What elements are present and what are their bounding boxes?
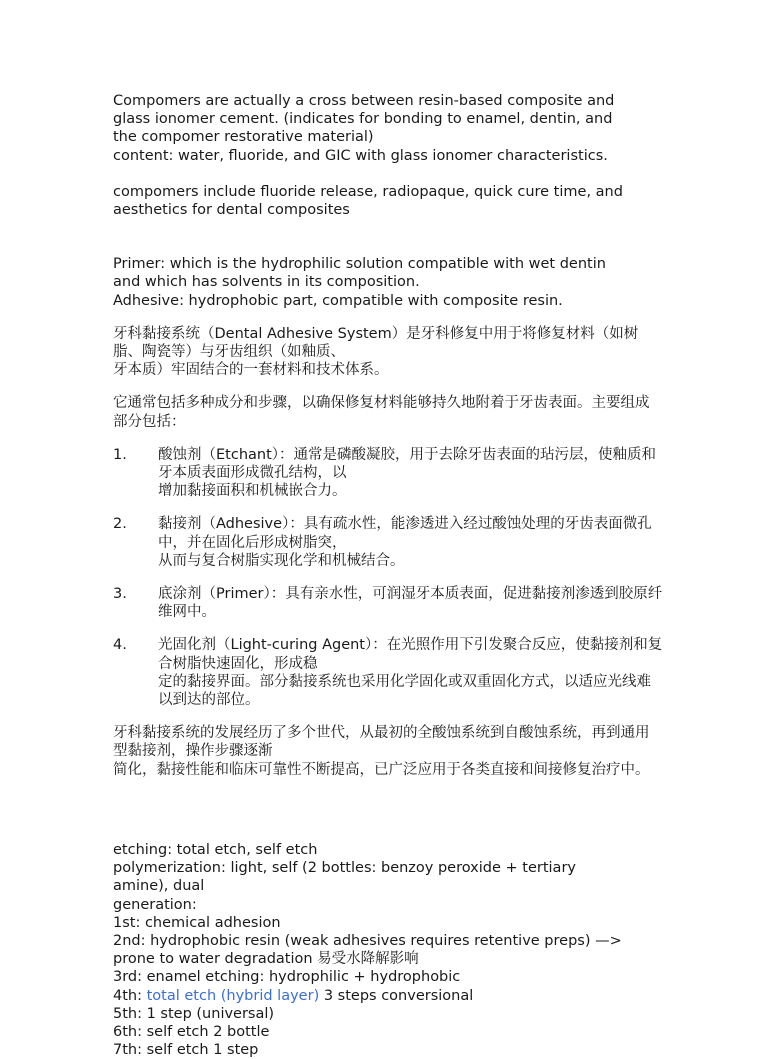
features-line: aesthetics for dental composites — [113, 202, 350, 219]
document-page — [113, 92, 663, 1059]
list-item-line: 定的黏接界面。部分黏接系统也采用化学固化或双重固化方式，以适应光线难以到达的部位。 — [158, 673, 651, 709]
generation-4th — [113, 987, 663, 1005]
list-item-line: 黏接剂（Adhesive）：具有疏水性，能渗透进入经过酸蚀处理的牙齿表面微孔中，并在固化后形成树脂突， — [158, 516, 652, 551]
generation-1st: 1st: chemical adhesion — [113, 914, 281, 931]
list-item-text — [158, 446, 663, 501]
generation-4th-prefix: 4th: — [113, 987, 147, 1004]
closing-line: 简化，黏接性能和临床可靠性不断提高，已广泛应用于各类直接和间接修复治疗中。 — [113, 761, 650, 778]
components-intro: 它通常包括多种成分和步骤，以确保修复材料能够持久地附着于牙齿表面。主要组成部分包括： — [113, 395, 650, 430]
list-item — [113, 585, 663, 621]
intro-line: Compomers are actually a cross between resin-based composite and — [113, 93, 615, 109]
list-item — [113, 636, 663, 709]
intro-paragraph — [113, 92, 663, 165]
generation-2nd-cont: prone to water degradation 易受水降解影响 — [113, 951, 419, 968]
polymerization-line: amine), dual — [113, 878, 205, 895]
generation-7th: 7th: self etch 1 step — [113, 1042, 259, 1059]
adhesive-line: Adhesive: hydrophobic part, compatible with composite resin. — [113, 292, 563, 309]
generation-4th-suffix: 3 steps conversional — [319, 987, 474, 1004]
closing-paragraph — [113, 724, 663, 779]
list-item-text — [158, 636, 663, 709]
list-number: 4. — [113, 637, 127, 654]
list-item-text — [158, 515, 663, 570]
list-item-line: 增加黏接面积和机械嵌合力。 — [158, 483, 347, 500]
intro-line: content: water, fluoride, and GIC with glass ionomer characteristics. — [113, 147, 608, 164]
closing-line: 牙科黏接系统的发展经历了多个世代，从最初的全酸蚀系统到自酸蚀系统，再到通用型黏接剂，操作步骤逐渐 — [113, 725, 650, 760]
primer-line: Primer: which is the hydrophilic solution compatible with wet dentin — [113, 256, 606, 273]
primer-line: and which has solvents in its composition. — [113, 274, 420, 291]
components-list — [113, 446, 663, 709]
intro-line: the compomer restorative material) — [113, 129, 374, 146]
features-paragraph — [113, 183, 663, 219]
list-item-text — [158, 585, 663, 621]
list-item — [113, 446, 663, 501]
list-item-line: 底涂剂（Primer）：具有亲水性，可润湿牙本质表面，促进黏接剂渗透到胶原纤维网中。 — [158, 586, 663, 621]
list-item-line: 从而与复合树脂实现化学和机械结合。 — [158, 552, 405, 569]
primer-paragraph — [113, 255, 663, 310]
system-line: 牙科黏接系统（Dental Adhesive System）是牙科修复中用于将修复材料（如树脂、陶瓷等）与牙齿组织（如釉质、 — [113, 325, 639, 361]
list-item-line: 酸蚀剂（Etchant）：通常是磷酸凝胶，用于去除牙齿表面的玷污层，使釉质和牙本质表面形成微孔结构，以 — [158, 446, 657, 482]
generation-3rd: 3rd: enamel etching: hydrophilic + hydrophobic — [113, 969, 461, 986]
list-item-line: 光固化剂（Light-curing Agent）：在光照作用下引发聚合反应，使黏接剂和复合树脂快速固化，形成稳 — [158, 637, 663, 672]
system-paragraph — [113, 325, 663, 380]
etching-line: etching: total etch, self etch — [113, 841, 318, 858]
polymerization-line: polymerization: light, self (2 bottles: benzoy peroxide + tertiary — [113, 860, 576, 877]
list-item — [113, 515, 663, 570]
generation-5th: 5th: 1 step (universal) — [113, 1005, 275, 1022]
list-number: 2. — [113, 516, 127, 533]
system-line: 牙本质）牢固结合的一套材料和技术体系。 — [113, 362, 389, 379]
list-number: 1. — [113, 446, 127, 463]
generation-6th: 6th: self etch 2 bottle — [113, 1023, 270, 1040]
generation-heading: generation: — [113, 896, 197, 913]
notes-section — [113, 841, 663, 1059]
generation-2nd: 2nd: hydrophobic resin (weak adhesives requires retentive preps) —> — [113, 932, 622, 949]
total-etch-link[interactable]: total etch (hybrid layer) — [146, 987, 320, 1004]
intro-line: glass ionomer cement. (indicates for bonding to enamel, dentin, and — [113, 111, 613, 128]
features-line: compomers include fluoride release, radiopaque, quick cure time, and — [113, 183, 623, 200]
list-number: 3. — [113, 586, 127, 603]
